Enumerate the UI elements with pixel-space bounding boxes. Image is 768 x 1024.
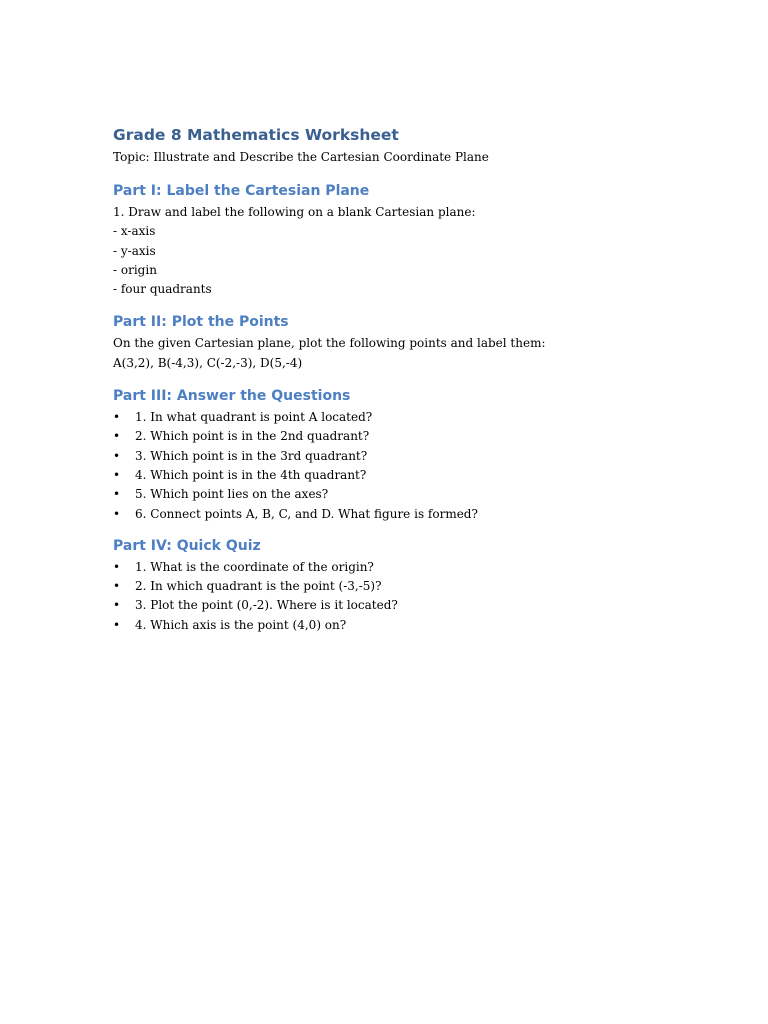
question-text: 5. Which point lies on the axes? (135, 487, 329, 502)
bullet-icon: • (113, 429, 121, 444)
question-text: 4. Which point is in the 4th quadrant? (135, 467, 367, 482)
list-item (113, 596, 713, 615)
bullet-icon: • (113, 598, 121, 613)
question-text: 1. In what quadrant is point A located? (135, 410, 373, 425)
part4-heading: Part IV: Quick Quiz (113, 537, 261, 554)
bullet-icon: • (113, 487, 121, 502)
part1-heading: Part I: Label the Cartesian Plane (113, 183, 370, 199)
bullet-icon: • (113, 467, 121, 482)
quiz-text: 2. In which quadrant is the point (-3,-5)? (135, 579, 382, 594)
list-item (113, 427, 713, 446)
bullet-icon: • (113, 579, 121, 594)
part2-line: A(3,2), B(-4,3), C(-2,-3), D(5,-4) (113, 355, 303, 370)
list-item (113, 408, 713, 427)
question-text: 2. Which point is in the 2nd quadrant? (135, 429, 370, 444)
bullet-icon: • (113, 617, 121, 632)
list-item (113, 577, 713, 596)
part1-line: 1. Draw and label the following on a blank Cartesian plane: (113, 205, 476, 219)
part1-line: - x-axis (113, 224, 156, 239)
bullet-icon: • (113, 506, 121, 521)
part1-body (113, 203, 713, 299)
quiz-text: 4. Which axis is the point (4,0) on? (135, 617, 347, 632)
part2-body (113, 334, 713, 373)
part3-question-list (113, 408, 713, 524)
list-item (113, 616, 713, 635)
worksheet-page (113, 124, 713, 635)
bullet-icon: • (113, 559, 121, 574)
part1-line: - four quadrants (113, 282, 212, 297)
bullet-icon: • (113, 410, 121, 425)
list-item (113, 447, 713, 466)
document-title: Grade 8 Mathematics Worksheet (113, 126, 399, 144)
bullet-icon: • (113, 448, 121, 463)
part2-heading: Part II: Plot the Points (113, 314, 289, 331)
question-text: 3. Which point is in the 3rd quadrant? (135, 448, 368, 463)
quiz-text: 3. Plot the point (0,-2). Where is it located? (135, 598, 398, 613)
question-text: 6. Connect points A, B, C, and D. What figure is formed? (135, 506, 478, 521)
document-topic: Topic: Illustrate and Describe the Cartesian Coordinate Plane (113, 150, 489, 164)
list-item (113, 466, 713, 485)
part4-quiz-list (113, 558, 713, 635)
list-item (113, 558, 713, 577)
list-item (113, 485, 713, 504)
part1-line: - origin (113, 262, 157, 277)
part3-heading: Part III: Answer the Questions (113, 388, 351, 405)
part2-line: On the given Cartesian plane, plot the following points and label them: (113, 336, 546, 351)
quiz-text: 1. What is the coordinate of the origin? (135, 559, 374, 574)
part1-line: - y-axis (113, 243, 156, 258)
list-item (113, 505, 713, 524)
